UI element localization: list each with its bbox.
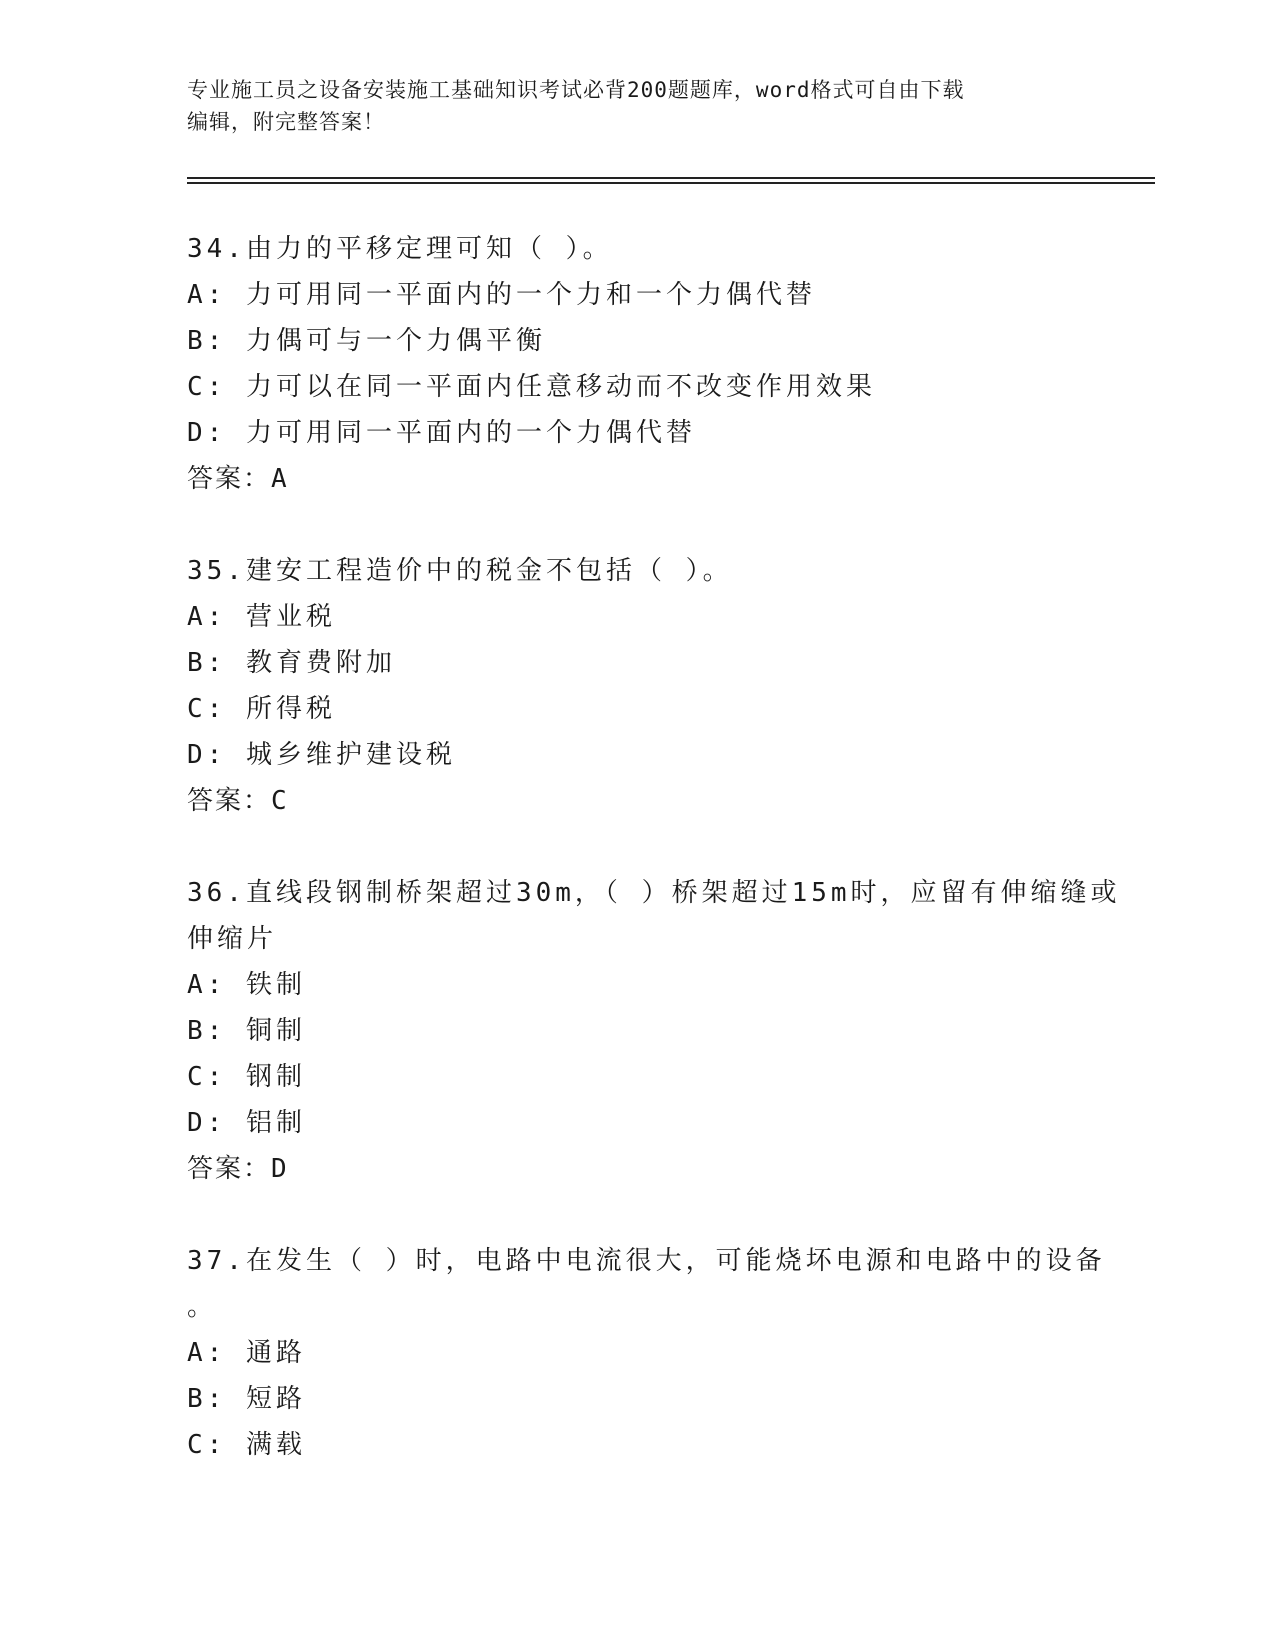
question-stem: 34.由力的平移定理可知（ ）。 [187,234,613,264]
answer-label: 答案： [187,464,272,494]
header-line-1: 专业施工员之设备安装施工基础知识考试必背200题题库，word格式可自由下载 [187,78,965,102]
question-34 [187,226,1107,502]
option-a: A: 力可用同一平面内的一个力和一个力偶代替 [187,280,816,310]
option-b: B: 铜制 [187,1016,306,1046]
header-divider-bottom [187,182,1155,184]
answer-line [187,778,1107,824]
answer-label: 答案： [187,786,272,816]
option-c: C: 满载 [187,1430,306,1460]
question-stem: 36.直线段钢制桥架超过30m，（ ）桥架超过15m时，应留有伸缩缝或 [187,878,1121,908]
option-a: A: 通路 [187,1338,306,1368]
option-a: A: 营业税 [187,602,336,632]
option-d: D: 铝制 [187,1108,306,1138]
question-37 [187,1238,1107,1468]
answer-line [187,1146,1107,1192]
question-stem: 35.建安工程造价中的税金不包括（ ）。 [187,556,733,586]
option-b: B: 教育费附加 [187,648,396,678]
answer-line [187,456,1107,502]
question-36 [187,870,1121,1192]
header-divider-top [187,177,1155,179]
question-stem-continued: 伸缩片 [187,924,278,954]
answer-label: 答案： [187,1154,272,1184]
option-d: D: 城乡维护建设税 [187,740,456,770]
option-c: C: 钢制 [187,1062,306,1092]
option-a: A: 铁制 [187,970,306,1000]
option-b: B: 短路 [187,1384,306,1414]
option-b: B: 力偶可与一个力偶平衡 [187,326,546,356]
option-c: C: 力可以在同一平面内任意移动而不改变作用效果 [187,372,876,402]
question-35 [187,548,1107,824]
document-header [187,74,1087,138]
option-d: D: 力可用同一平面内的一个力偶代替 [187,418,696,448]
question-stem-continued: 。 [187,1292,218,1322]
answer-value: D [271,1154,289,1184]
answer-value: A [271,464,289,494]
header-line-2: 编辑，附完整答案！ [187,110,385,134]
option-c: C: 所得税 [187,694,336,724]
answer-value: C [271,786,289,816]
question-stem: 37.在发生（ ）时，电路中电流很大，可能烧坏电源和电路中的设备 [187,1246,1106,1276]
